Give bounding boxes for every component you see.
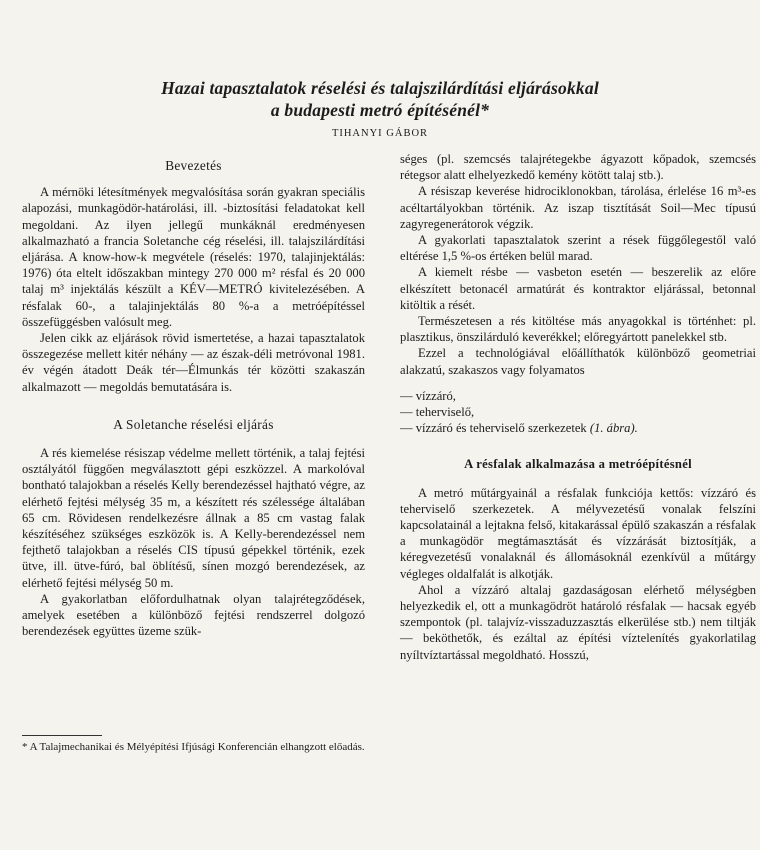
title-line-2: a budapesti metró építésénél* bbox=[270, 100, 490, 120]
footnote-text: * A Talajmechanikai és Mélyépítési Ifjúsági Konferencián elhangzott előadás. bbox=[22, 741, 365, 753]
paragraph: séges (pl. szemcsés talajrétegekbe ágyazott kőpadok, szemcsés rétegsor alatt elhelyezkedő kemény kötött talaj stb.). bbox=[400, 152, 756, 183]
paragraph: Ahol a vízzáró altalaj gazdaságosan elérhető mélységben helyezkedik el, ott a munkagödröt határoló résfalak — hacsak egyéb szempontok (pl. talajvíz-visszaduzzasztás elkerülése stb.) nem tiltják — beköthetők, és ezáltal az építési víztelenítés gyakorlatilag nyíltvíztartással megoldható. Hosszú, bbox=[400, 582, 756, 662]
list-item: — vízzáró, bbox=[400, 388, 456, 403]
paragraph: Természetesen a rés kitöltése más anyagokkal is történhet: pl. plasztikus, önszilárduló keverékkel; előregyártott panelekkel stb. bbox=[400, 314, 756, 345]
author-name: TIHANYI GÁBOR bbox=[331, 128, 429, 139]
right-column bbox=[400, 151, 756, 663]
section-heading-introduction: Bevezetés bbox=[165, 158, 222, 173]
footnote bbox=[22, 740, 365, 755]
structure-type-list bbox=[400, 388, 756, 437]
paragraph: A résiszap keverése hidrociklonokban, tárolása, érlelése 16 m³-es acéltartályokban történik. Az iszap tisztítását Soil—Mec típusú zagyregenerátorok végzik. bbox=[400, 184, 756, 231]
paragraph: Ezzel a technológiával előállíthatók különböző geometriai alakzatú, szakaszos vagy folyamatos bbox=[400, 346, 756, 377]
paragraph: A gyakorlatban előfordulhatnak olyan talajrétegződések, amelyek esetében a különböző fejtési rendszerrel dolgozó berendezések együttes üzeme szük- bbox=[22, 591, 365, 639]
paragraph: A metró műtárgyainál a résfalak funkciója kettős: vízzáró és teherviselő szerkezetek. A mélyvezetésű vonalak felszíni kapcsolatainál a lejtakna felső, kitakarással épülő szakaszán a résfalak a munkagödör megtámasztását és vízzárását biztosítják, a kéregvezetésű vonalaknál és állomásoknál ezenkívül a műtárgy végleges oldalfalát is alkotják. bbox=[400, 485, 756, 581]
footnote-divider bbox=[22, 735, 102, 736]
left-column bbox=[22, 150, 365, 639]
list-item-text: — vízzáró és teherviselő szerkezetek bbox=[400, 421, 587, 436]
figure-reference: (1. ábra). bbox=[589, 421, 638, 436]
paragraph: A gyakorlati tapasztalatok szerint a rések függőlegestől való eltérése 1,5 %-os értéken belül marad. bbox=[400, 233, 756, 264]
paragraph: A kiemelt résbe — vasbeton esetén — beszerelik az előre elkészített betonacél armatúrát és kontraktor eljárással, betonnal kitöltik a rését. bbox=[400, 265, 756, 312]
section-heading-soletanche: A Soletanche réselési eljárás bbox=[113, 416, 274, 432]
paragraph: A rés kiemelése résiszap védelme mellett történik, a talaj fejtési osztályától függően megválasztott gépi eszközzel. A markolóval bontható talajokban a réselés Kelly berendezéssel hajtható végre, az elérhető fejtési mélység 35 m, a készített rés szélessége általában 65 cm. Rövidesen rendelkezésre állnak a 85 cm vastag falak készítéséhez szükséges eszközök is. A Kelly-berendezéssel nem fejthető talajokban a réselés CIS típusú gépekkel történik, ezek ütve, ill. ütve-fúró, bal öblítésű, sínen mozgó berendezések, az elérhető fejtési mélység 50 m. bbox=[22, 446, 365, 590]
article-title bbox=[0, 77, 760, 121]
title-line-1: Hazai tapasztalatok réselési és talajszilárdítási eljárásokkal bbox=[161, 78, 599, 98]
list-item bbox=[400, 420, 756, 436]
paragraph: Jelen cikk az eljárások rövid ismertetése, a hazai tapasztalatok összegezése mellett kitér néhány — az észak-déli metróvonal 1981. év végén átadott Deák tér—Élmunkás tér közötti szakaszán alkalmazott — megoldás bemutatására is. bbox=[22, 331, 365, 394]
paragraph: A mérnöki létesítmények megvalósítása során gyakran speciális alapozási, munkagödör-határolási, ill. -biztosítási feladatokat kell megoldani. Az ilyen jellegű munkáknál eredményesen alkalmazható a francia Soletanche cég réselési, ill. talajszilárdítási eljárása. A know-how-k megvétele (réselés: 1970, talajinjektálás: 1976) óta eltelt időszakban mintegy 270 000 m² résfal és 20 000 talaj m³ injektálás készült a KÉV—METRÓ kivitelezésében. A résfalak 60-, a talajinjektálás 80 %-a a metróépítéssel összefüggésben valósult meg. bbox=[22, 185, 365, 329]
list-item: — teherviselő, bbox=[400, 405, 475, 420]
section-heading-metro: A résfalak alkalmazása a metróépítésnél bbox=[464, 457, 692, 472]
